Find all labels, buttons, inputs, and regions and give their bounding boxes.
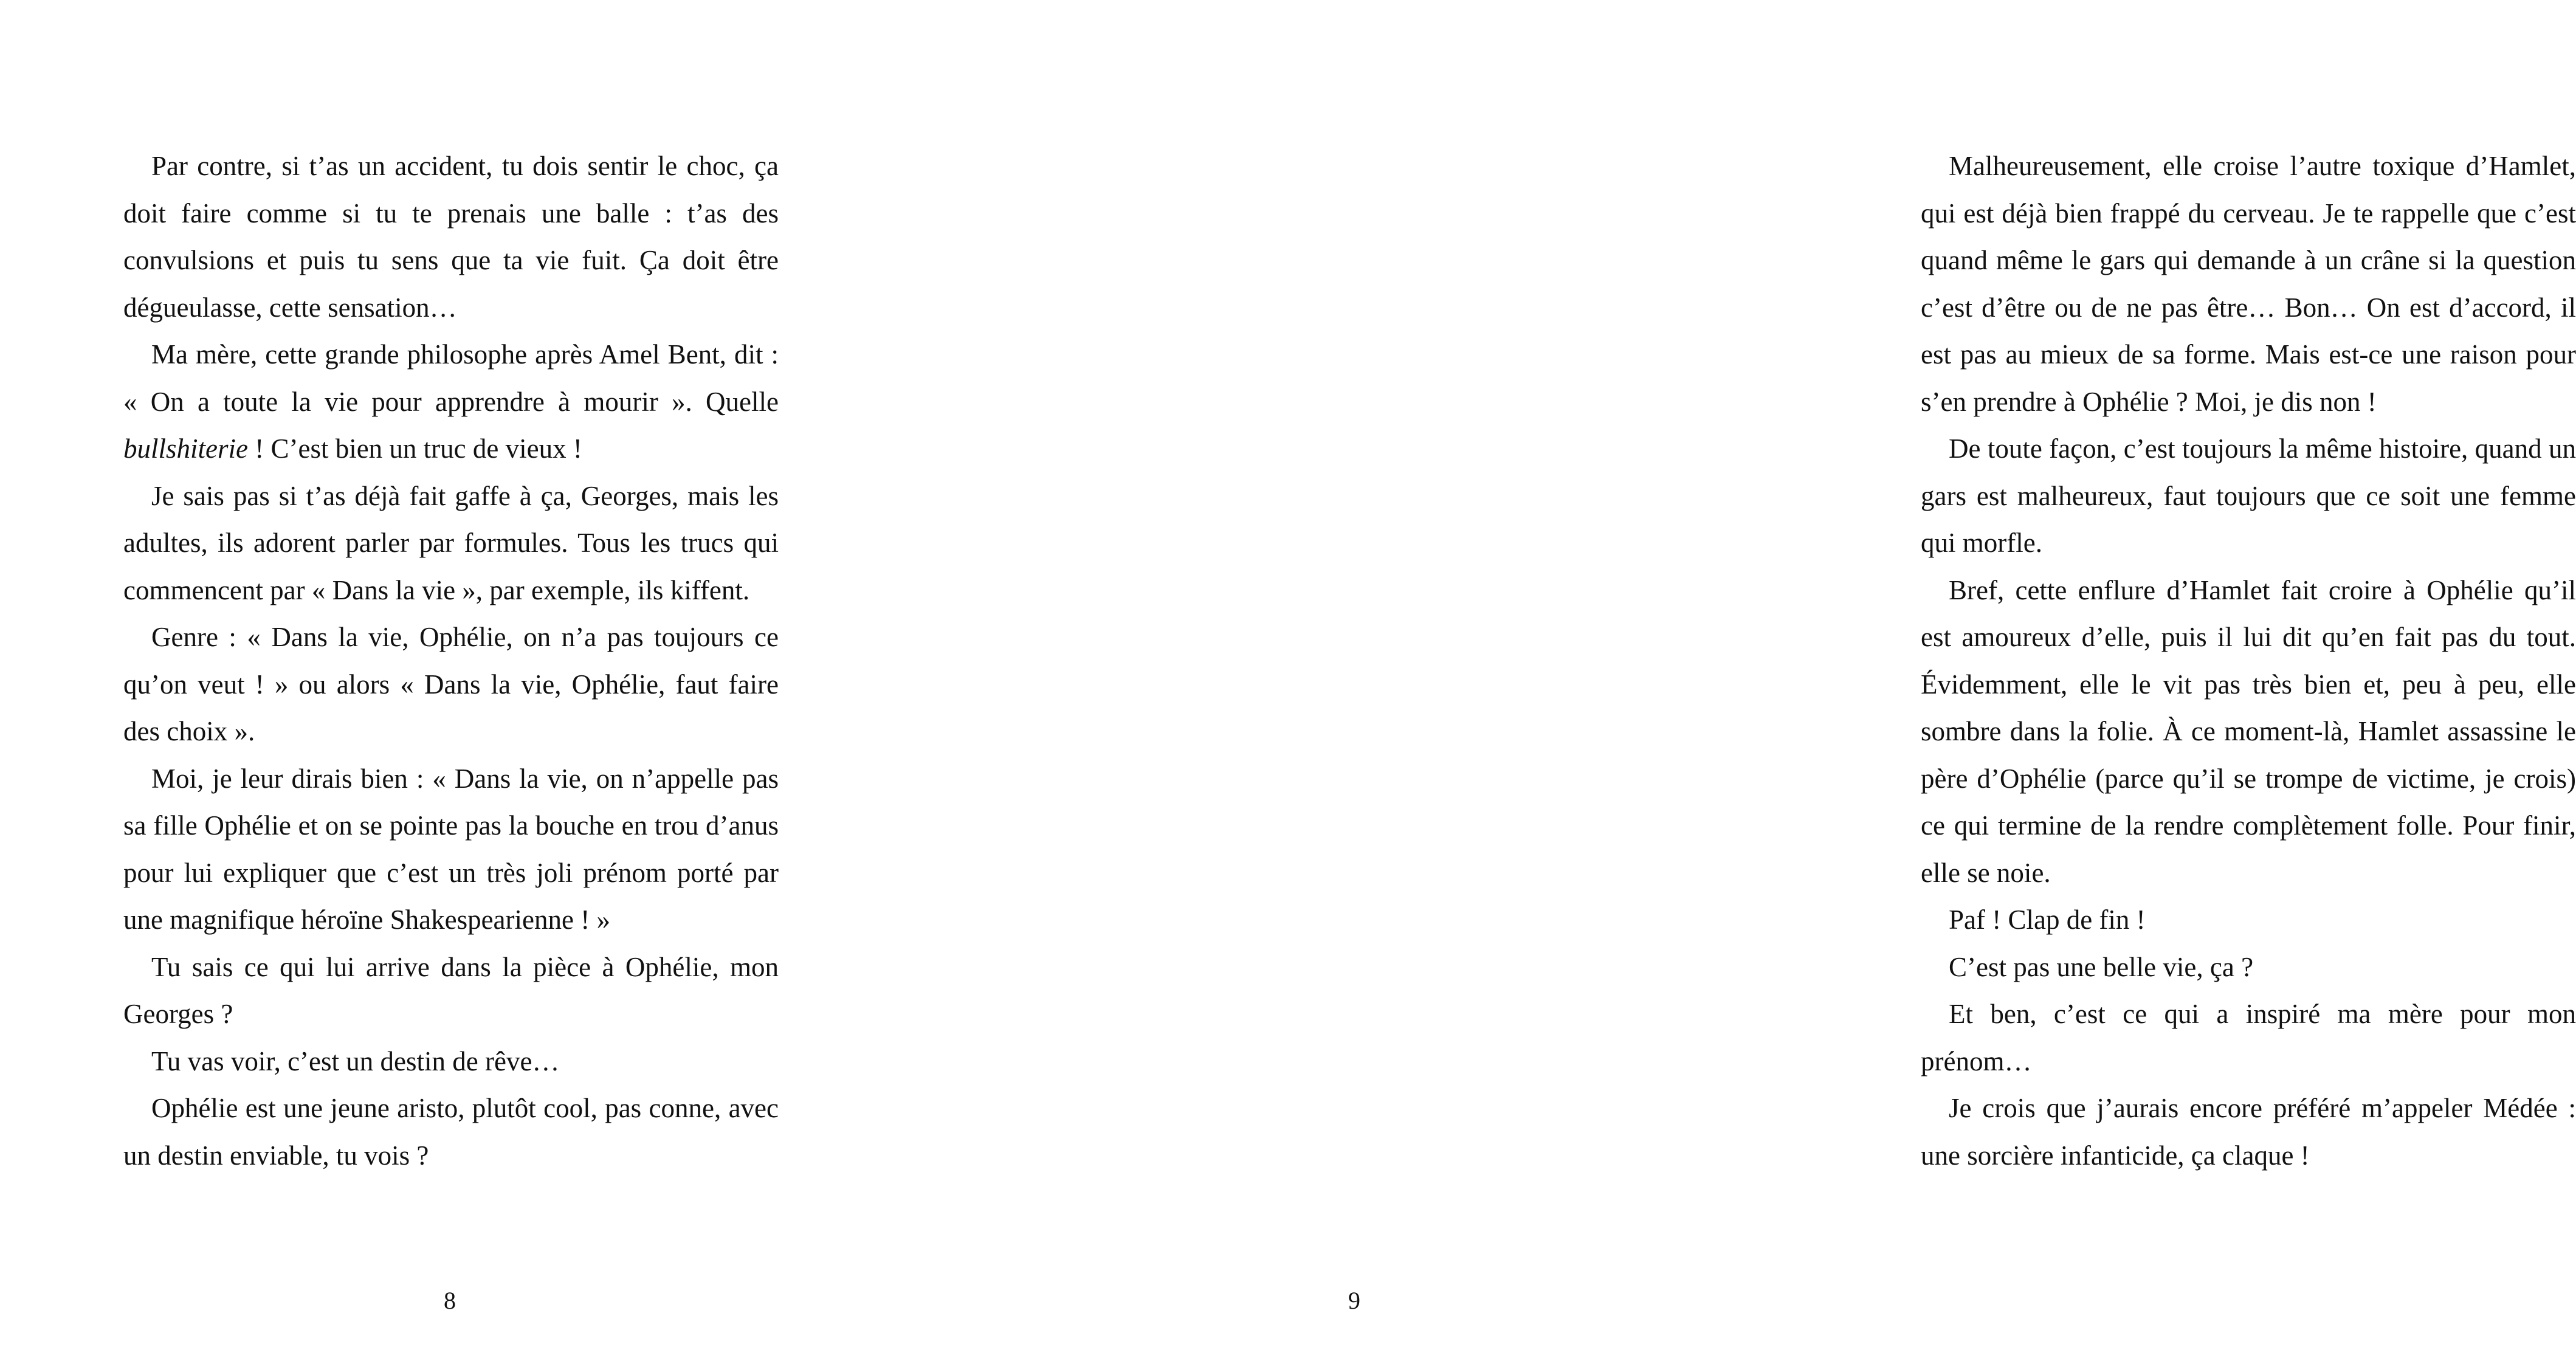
paragraph — [123, 1085, 779, 1179]
paragraph-text: ! C’est bien un truc de vieux ! — [247, 433, 582, 464]
paragraph-text: Malheureusement, elle croise l’autre toxique d’Hamlet, qui est déjà bien frappé du cerveau. Je te rappelle que c’est quand même le gars qui demande à un crâne si la question c’est d’être ou de ne pas être… Bon… On est d’accord, il est pas au mieux de sa forme. Mais est-ce une raison pour s’en prendre à Ophélie ? Moi, je dis non ! — [1921, 151, 2576, 417]
paragraph-text: Par contre, si t’as un accident, tu dois sentir le choc, ça doit faire comme si tu te prenais une balle : t’as des convulsions et puis tu sens que ta vie fuit. Ça doit être dégueulasse, cette sensation… — [123, 151, 779, 323]
paragraph-text: Ma mère, cette grande philosophe après Amel Bent, dit : « On a toute la vie pour apprendre à mourir ». Quelle — [123, 339, 779, 417]
paragraph — [123, 331, 779, 473]
paragraph-text: Je sais pas si t’as déjà fait gaffe à ça, Georges, mais les adultes, ils adorent parler par formules. Tous les trucs qui commencent par « Dans la vie », par exemple, ils kiffent. — [123, 480, 779, 605]
right-page — [897, 0, 2576, 1364]
paragraph-text: Bref, cette enflure d’Hamlet fait croire à Ophélie qu’il est amoureux d’elle, puis il lui dit qu’en fait pas du tout. Évidemment, elle le vit pas très bien et, peu à peu, elle sombre dans la folie. À ce moment-là, Hamlet assassine le père d’Ophélie (parce qu’il se trompe de victime, je crois) ce qui termine de la rendre complètement folle. Pour finir, elle se noie. — [1921, 574, 2576, 888]
paragraph — [123, 473, 779, 615]
paragraph — [1921, 425, 2576, 567]
left-page — [0, 0, 897, 1364]
paragraph-text: Tu vas voir, c’est un destin de rêve… — [151, 1045, 560, 1076]
paragraph-text: Moi, je leur dirais bien : « Dans la vie, on n’appelle pas sa fille Ophélie et on se pointe pas la bouche en trou d’anus pour lui expliquer que c’est un très joli prénom porté par une magnifique héroïne Shakespearienne ! » — [123, 763, 779, 935]
paragraph — [123, 614, 779, 756]
paragraph — [123, 1038, 779, 1086]
paragraph-text: Ophélie est une jeune aristo, plutôt cool, pas conne, avec un destin enviable, tu vois ? — [123, 1093, 779, 1171]
right-page-number: 9 — [1348, 1287, 1360, 1314]
paragraph-text: Je crois que j’aurais encore préféré m’appeler Médée : une sorcière infanticide, ça claque ! — [1921, 1093, 2576, 1171]
italic-text: bullshiterie — [123, 433, 248, 464]
paragraph — [123, 944, 779, 1038]
paragraph-text: C’est pas une belle vie, ça ? — [1949, 951, 2254, 982]
paragraph-text: De toute façon, c’est toujours la même histoire, quand un gars est malheureux, faut toujours que ce soit une femme qui morfle. — [1921, 433, 2576, 558]
paragraph — [1921, 567, 2576, 897]
paragraph-text: Et ben, c’est ce qui a inspiré ma mère pour mon prénom… — [1921, 999, 2576, 1076]
paragraph — [1921, 991, 2576, 1085]
right-page-text — [1921, 143, 2576, 1179]
paragraph — [1921, 897, 2576, 944]
paragraph — [1921, 143, 2576, 425]
paragraph-text: Tu sais ce qui lui arrive dans la pièce à Ophélie, mon Georges ? — [123, 951, 779, 1029]
left-page-text — [123, 143, 779, 1179]
paragraph — [1921, 1085, 2576, 1179]
paragraph — [123, 756, 779, 944]
paragraph-text: Genre : « Dans la vie, Ophélie, on n’a pas toujours ce qu’on veut ! » ou alors « Dans la vie, Ophélie, faut faire des choix ». — [123, 622, 779, 746]
paragraph — [1921, 944, 2576, 991]
left-page-number: 8 — [444, 1287, 456, 1314]
paragraph-text: Paf ! Clap de fin ! — [1949, 904, 2146, 935]
paragraph — [123, 143, 779, 331]
